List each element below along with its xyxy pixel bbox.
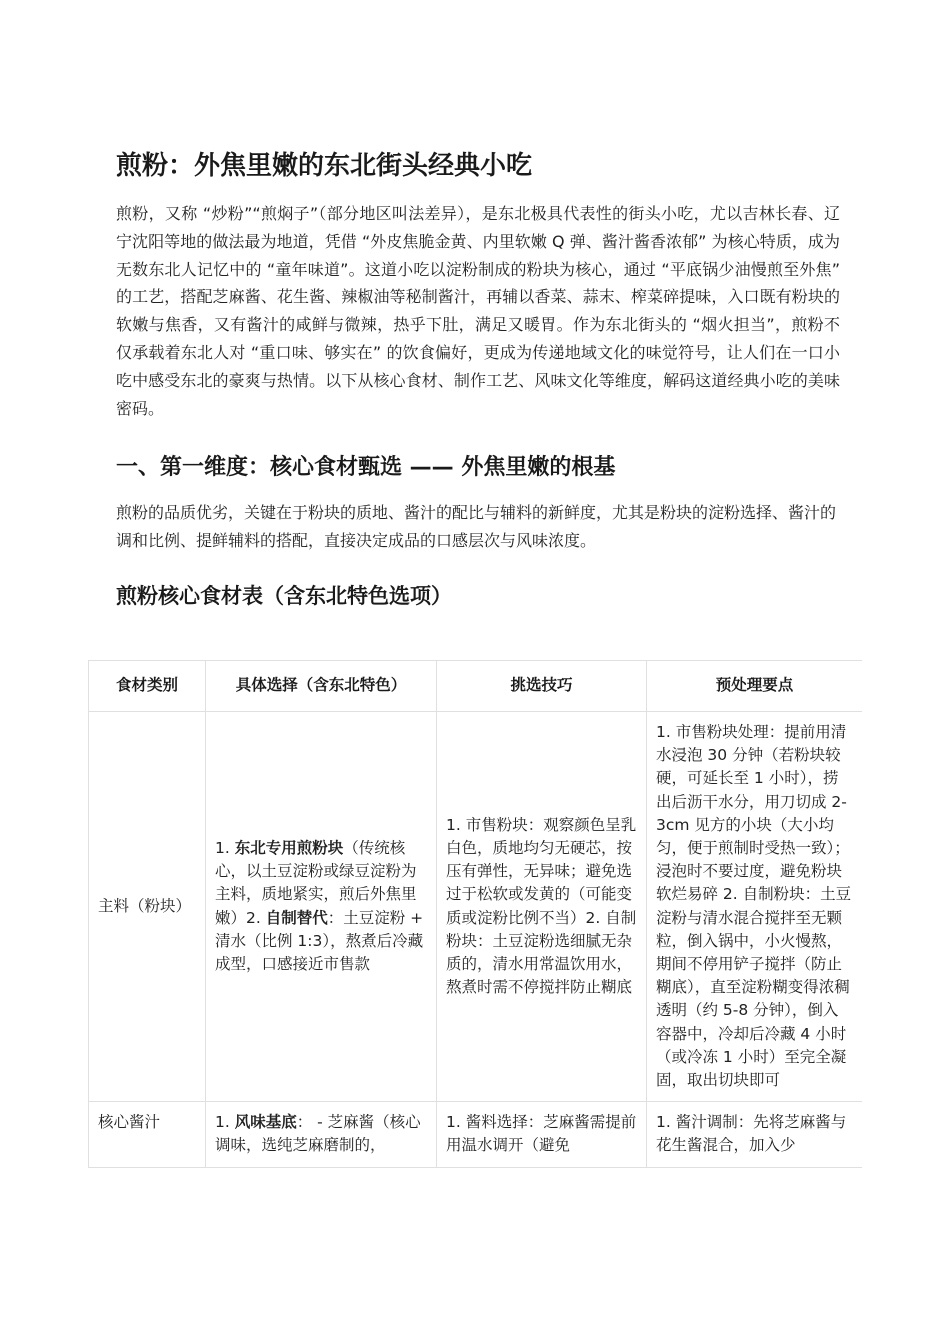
document-title: 煎粉：外焦里嫩的东北街头经典小吃	[116, 151, 533, 181]
cell-tips: 1. 酱料选择：芝麻酱需提前用温水调开（避免	[437, 1102, 647, 1167]
cell-prep: 1. 市售粉块处理：提前用清水浸泡 30 分钟（若粉块较硬，可延长至 1 小时），捞出后沥干水分，用刀切成 2-3cm 见方的小块（大小均匀，便于煎制时受热一致）；浸泡时不要过度，避免粉块软烂易碎 2. 自制粉块：土豆淀粉与清水混合搅拌至无颗粒，倒入锅中，小火慢熬，期间不停用铲子搅拌（防止糊底），直至淀粉糊变得浓稠透明（约 5-8 分钟），倒入容器中，冷却后冷藏 4 小时（或冷冻 1 小时）至完全凝固，取出切块即可	[647, 712, 863, 1102]
intro-paragraph: 煎粉，又称 “炒粉”“煎焖子”（部分地区叫法差异），是东北极具代表性的街头小吃，尤以吉林长春、辽宁沈阳等地的做法最为地道，凭借 “外皮焦脆金黄、内里软嫩 Q 弹、酱汁酱香浓郁” 为核心特质，成为无数东北人记忆中的 “童年味道”。这道小吃以淀粉制成的粉块为核心，通过 “平底锅少油慢煎至外焦” 的工艺，搭配芝麻酱、花生酱、辣椒油等秘制酱汁，再辅以香菜、蒜末、榨菜碎提味，入口既有粉块的软嫩与焦香，又有酱汁的咸鲜与微辣，热乎下肚，满足又暖胃。作为东北街头的 “烟火担当”，煎粉不仅承载着东北人对 “重口味、够实在” 的饮食偏好，更成为传递地域文化的味觉符号，让人们在一口小吃中感受东北的豪爽与热情。以下从核心食材、制作工艺、风味文化等维度，解码这道经典小吃的美味密码。	[116, 204, 840, 418]
table-header-row	[89, 661, 863, 712]
ingredients-table-wrapper	[88, 660, 862, 1220]
choice-bold: 东北专用煎粉块	[234, 839, 344, 858]
cell-choice	[206, 1102, 437, 1167]
cell-category: 主料（粉块）	[89, 712, 206, 1102]
header-tips: 挑选技巧	[437, 661, 647, 712]
cell-choice	[206, 712, 437, 1102]
choice-bold: 风味基底	[234, 1113, 297, 1132]
section-paragraph: 煎粉的品质优劣，关键在于粉块的质地、酱汁的配比与辅料的新鲜度，尤其是粉块的淀粉选择、酱汁的调和比例、提鲜辅料的搭配，直接决定成品的口感层次与风味浓度。	[116, 503, 837, 550]
table-row	[89, 1102, 863, 1167]
choice-text: 1.	[215, 839, 235, 858]
cell-prep: 1. 酱汁调制：先将芝麻酱与花生酱混合，加入少	[647, 1102, 863, 1167]
choice-text: ： - 芝麻酱（核心调味，选纯芝麻磨制的，	[215, 1113, 421, 1155]
header-prep: 预处理要点	[647, 661, 863, 712]
choice-text: ：土豆淀粉 + 清水（比例 1:3），熬煮后冷藏成型，口感接近市售款	[215, 908, 424, 974]
cell-category: 核心酱汁	[89, 1102, 206, 1167]
table-title: 煎粉核心食材表（含东北特色选项）	[116, 584, 452, 608]
section-heading: 一、第一维度：核心食材甄选 —— 外焦里嫩的根基	[116, 455, 616, 480]
table-row	[89, 712, 863, 1102]
choice-text: 1.	[215, 1113, 235, 1132]
header-choice: 具体选择（含东北特色）	[206, 661, 437, 712]
header-category: 食材类别	[89, 661, 206, 712]
ingredients-table	[88, 660, 862, 1168]
cell-tips: 1. 市售粉块：观察颜色呈乳白色，质地均匀无硬芯，按压有弹性，无异味；避免选过于松软或发黄的（可能变质或淀粉比例不当）2. 自制粉块：土豆淀粉选细腻无杂质的，清水用常温饮用水，熬煮时需不停搅拌防止糊底	[437, 712, 647, 1102]
choice-text: （传统核心，以土豆淀粉或绿豆淀粉为主料，质地紧实，煎后外焦里嫩）2.	[215, 839, 417, 927]
choice-bold: 自制替代	[265, 908, 328, 927]
